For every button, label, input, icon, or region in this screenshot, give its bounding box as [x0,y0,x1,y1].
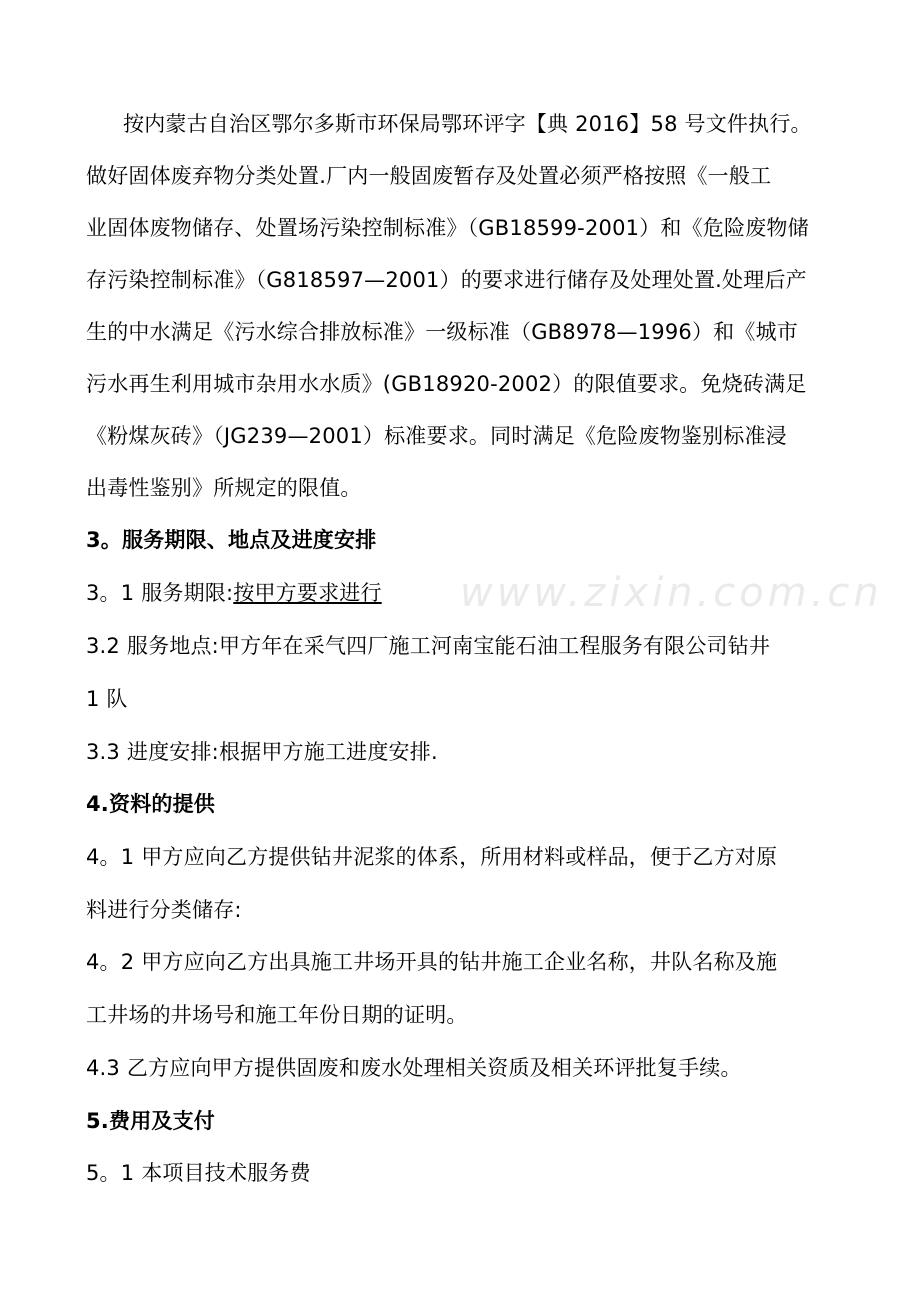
paragraph-line: 生的中水满足《污水综合排放标准》一级标准（GB8978—1996）和《城市 [86,320,798,344]
paragraph-line: 出毒性鉴别》所规定的限值。 [86,476,362,500]
section-heading: 5.费用及支付 [86,1109,215,1133]
paragraph-line: 做好固体废弃物分类处置.厂内一般固废暂存及处置必须严格按照《一般工 [86,164,772,188]
paragraph-line: 按内蒙古自治区鄂尔多斯市环保局鄂环评字【典 2016】58 号文件执行。 [123,112,812,136]
list-item: 4。1 甲方应向乙方提供钻井泥浆的体系，所用材料或样品，便于乙方对原 [86,845,778,869]
list-item-continuation: 料进行分类储存: [86,898,242,922]
paragraph-line: 《粉煤灰砖》（JG239—2001）标准要求。同时满足《危险废物鉴别标准浸 [86,424,787,448]
paragraph-line: 污水再生利用城市杂用水水质》(GB18920-2002）的限值要求。免烧砖满足 [86,372,807,396]
list-item: 5。1 本项目技术服务费 [86,1161,311,1185]
list-item: 4.3 乙方应向甲方提供固废和废水处理相关资质及相关环评批复手续。 [86,1056,742,1080]
list-item-continuation: 1 队 [86,687,128,711]
list-item: 3.2 服务地点:甲方年在采气四厂施工河南宝能石油工程服务有限公司钻井 [86,634,771,658]
item-label: 3。1 服务期限: [86,581,234,605]
paragraph-line: 业固体废物储存、处置场污染控制标准》（GB18599-2001）和《危险废物储 [86,216,809,240]
section-heading: 4.资料的提供 [86,792,215,816]
list-item-continuation: 工井场的井场号和施工年份日期的证明。 [86,1003,468,1027]
section-heading: 3。服务期限、地点及进度安排 [86,528,377,552]
watermark-text: www.zixin.com.cn [460,570,883,616]
item-value-underlined: 按甲方要求进行 [233,581,382,605]
list-item: 4。2 甲方应向乙方出具施工井场开具的钻井施工企业名称，井队名称及施 [86,950,778,974]
list-item [86,575,382,611]
paragraph-line: 存污染控制标准》（G818597—2001）的要求进行储存及处理处置.处理后产 [86,268,807,292]
list-item: 3.3 进度安排:根据甲方施工进度安排. [86,740,438,764]
